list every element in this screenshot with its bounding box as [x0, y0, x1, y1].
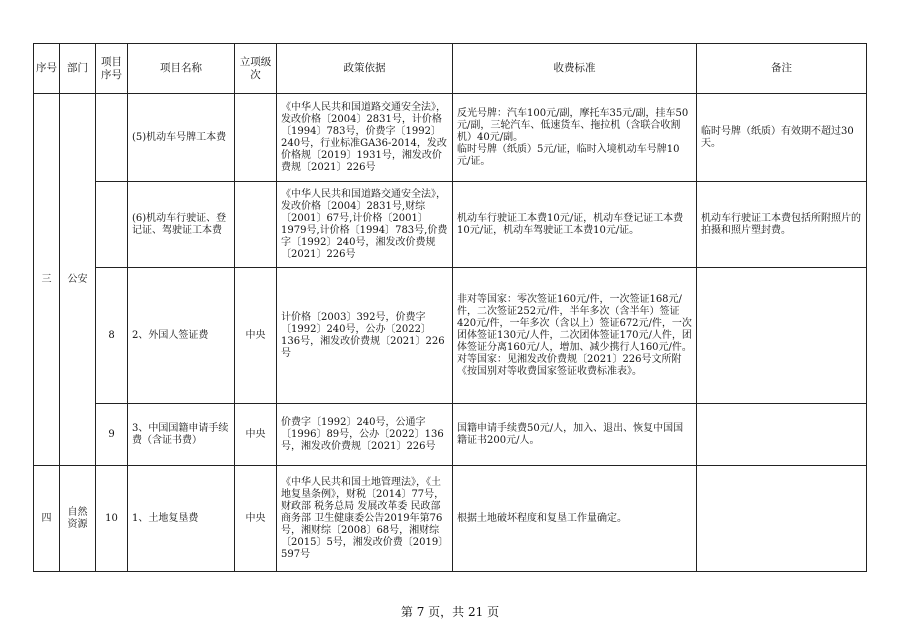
item-policy: 《中华人民共和国道路交通安全法》，发改价格〔2004〕2831号，计价格〔1994〕783号，价费字〔1992〕240号，行业标准GA36-2014，发改价格规〔2019〕1931号，湘发改价费规〔2021〕226号 — [277, 94, 453, 182]
item-no — [96, 94, 128, 182]
fee-table — [33, 43, 867, 572]
item-remark — [697, 268, 867, 404]
header-dept: 部门 — [60, 44, 96, 94]
header-standard: 收费标准 — [453, 44, 697, 94]
item-standard: 根据土地破坏程度和复垦工作量确定。 — [453, 466, 697, 572]
header-seq: 序号 — [34, 44, 60, 94]
item-policy: 价费字〔1992〕240号，公通字〔1996〕89号，公办〔2022〕136号，湘发改价费规〔2021〕226号 — [277, 404, 453, 466]
group-seq: 三 — [34, 94, 60, 466]
item-no: 8 — [96, 268, 128, 404]
item-standard: 反光号牌：汽车100元/副，摩托车35元/副，挂车50元/副，三轮汽车、低速货车、拖拉机（含联合收割机）40元/副。 临时号牌（纸质）5元/证，临时入境机动车号牌10元/证。 — [453, 94, 697, 182]
header-row — [34, 44, 867, 94]
item-remark — [697, 404, 867, 466]
group-seq: 四 — [34, 466, 60, 572]
item-policy: 《中华人民共和国道路交通安全法》，发改价格〔2004〕2831号,财综〔2001〕67号,计价格〔2001〕1979号,计价格〔1994〕783号,价费字〔1992〕240号，湘发改价费规〔2021〕226号 — [277, 182, 453, 268]
item-name: 1、土地复垦费 — [128, 466, 235, 572]
item-no — [96, 182, 128, 268]
page-number: 第 7 页，共 21 页 — [400, 605, 500, 619]
item-no: 9 — [96, 404, 128, 466]
item-level — [235, 182, 277, 268]
item-name: 3、中国国籍申请手续费（含证书费） — [128, 404, 235, 466]
group-dept: 公安 — [60, 94, 96, 466]
header-level: 立项级次 — [235, 44, 277, 94]
item-remark: 机动车行驶证工本费包括所附照片的拍摄和照片塑封费。 — [697, 182, 867, 268]
item-standard: 非对等国家：零次签证160元/件，一次签证168元/件，二次签证252元/件，半年多次（含半年）签证420元/件，一年多次（含以上）签证672元/件，一次团体签证130元/人件，二次团体签证170元/人件，团体签证分离160元/人，增加、减少携行人160元/件。 对等国家：见湘发改价费规〔2021〕226号文所附《按国别对等收费国家签证收费标准表》。 — [453, 268, 697, 404]
item-no: 10 — [96, 466, 128, 572]
table-row — [34, 94, 867, 182]
item-level: 中央 — [235, 268, 277, 404]
table-row — [34, 182, 867, 268]
item-standard: 机动车行驶证工本费10元/证，机动车登记证工本费10元/证，机动车驾驶证工本费10元/证。 — [453, 182, 697, 268]
item-name: (6)机动车行驶证、登记证、驾驶证工本费 — [128, 182, 235, 268]
header-item-no: 项目序号 — [96, 44, 128, 94]
item-standard: 国籍申请手续费50元/人，加入、退出、恢复中国国籍证书200元/人。 — [453, 404, 697, 466]
table-row — [34, 268, 867, 404]
item-level — [235, 94, 277, 182]
item-name: 2、外国人签证费 — [128, 268, 235, 404]
table-row — [34, 404, 867, 466]
item-level: 中央 — [235, 404, 277, 466]
item-remark: 临时号牌（纸质）有效期不超过30天。 — [697, 94, 867, 182]
header-item-name: 项目名称 — [128, 44, 235, 94]
group-dept: 自然资源 — [60, 466, 96, 572]
item-remark — [697, 466, 867, 572]
table-row — [34, 466, 867, 572]
item-level: 中央 — [235, 466, 277, 572]
item-name: (5)机动车号牌工本费 — [128, 94, 235, 182]
header-policy: 政策依据 — [277, 44, 453, 94]
item-policy: 计价格〔2003〕392号，价费字〔1992〕240号，公办〔2022〕136号，湘发改价费规〔2021〕226号 — [277, 268, 453, 404]
item-policy: 《中华人民共和国土地管理法》，《土地复垦条例》，财税〔2014〕77号，财政部 税务总局 发展改革委 民政部 商务部 卫生健康委公告2019年第76号，湘财综〔2008〕68号，湘财综〔2015〕5号，湘发改价费〔2019〕597号 — [277, 466, 453, 572]
header-remark: 备注 — [697, 44, 867, 94]
